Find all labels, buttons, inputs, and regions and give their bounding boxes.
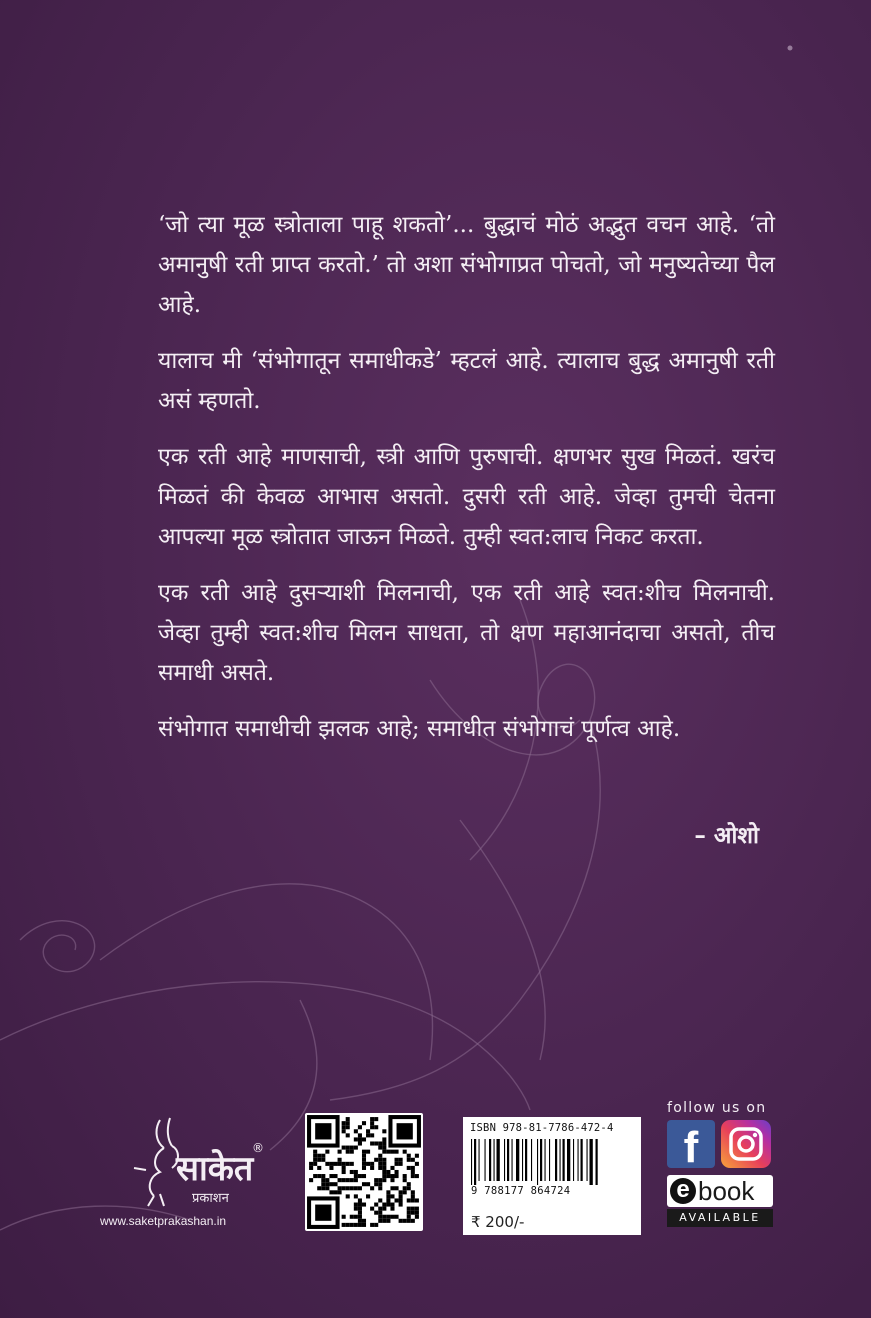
rabbit-icon (134, 1118, 178, 1206)
ebook-label: book (698, 1176, 755, 1206)
publisher-logo (120, 1110, 270, 1215)
available-label: AVAILABLE (667, 1209, 773, 1227)
registered-mark: ® (252, 1141, 264, 1155)
instagram-icon[interactable] (721, 1120, 771, 1168)
social-block (665, 1098, 777, 1233)
isbn-text: ISBN 978-81-7786-472-4 (470, 1122, 614, 1134)
qr-code-pattern (305, 1113, 423, 1231)
qr-code[interactable] (305, 1113, 423, 1231)
publisher-logo-subtext: प्रकाशन (192, 1191, 229, 1206)
quote-text (158, 205, 775, 765)
quote-paragraph-3: एक रती आहे माणसाची, स्त्री आणि पुरुषाची. क्षणभर सुख मिळतं. खरंच मिळतं की केवळ आभास असतो. दुसरी रती आहे. जेव्हा तुमची चेतना आपल्या मूळ स्त्रोतात जाऊन मिळते. तुम्ही स्वत:लाच निकट करता. (158, 444, 775, 550)
barcode-digits: 9 788177 864724 (471, 1185, 571, 1197)
quote-paragraph-2: यालाच मी ‘संभोगातून समाधीकडे’ म्हटलं आहे. त्यालाच बुद्ध अमानुषी रती असं म्हणतो. (158, 348, 775, 414)
ebook-e-icon: e (670, 1178, 696, 1204)
barcode-label (463, 1117, 641, 1235)
quote-author: – ओशो (694, 822, 759, 849)
publisher-block (100, 1110, 280, 1240)
price-text: ₹ 200/- (471, 1213, 525, 1231)
quote-paragraph-4: एक रती आहे दुसऱ्याशी मिलनाची, एक रती आहे स्वत:शीच मिलनाची. जेव्हा तुम्ही स्वत:शीच मिलन साधता, तो क्षण महाआनंदाचा असतो, तीच समाधी असते. (158, 580, 775, 686)
publisher-url[interactable]: www.saketprakashan.in (100, 1214, 227, 1228)
ebook-badge[interactable] (667, 1175, 773, 1207)
facebook-icon[interactable]: f (667, 1120, 715, 1168)
follow-us-label: follow us on (667, 1100, 767, 1116)
instagram-glyph (721, 1120, 771, 1168)
quote-paragraph-5: संभोगात समाधीची झलक आहे; समाधीत संभोगाचं पूर्णत्व आहे. (158, 716, 681, 742)
publisher-logo-text: साकेत (176, 1149, 254, 1189)
barcode-bars (469, 1139, 635, 1185)
quote-paragraph-1: ‘जो त्या मूळ स्त्रोताला पाहू शकतो’... बुद्धाचं मोठं अद्भुत वचन आहे. ‘तो अमानुषी रती प्राप्त करतो.’ तो अशा संभोगाप्रत पोचतो, जो मनुष्यतेच्या पैल आहे. (158, 212, 775, 318)
